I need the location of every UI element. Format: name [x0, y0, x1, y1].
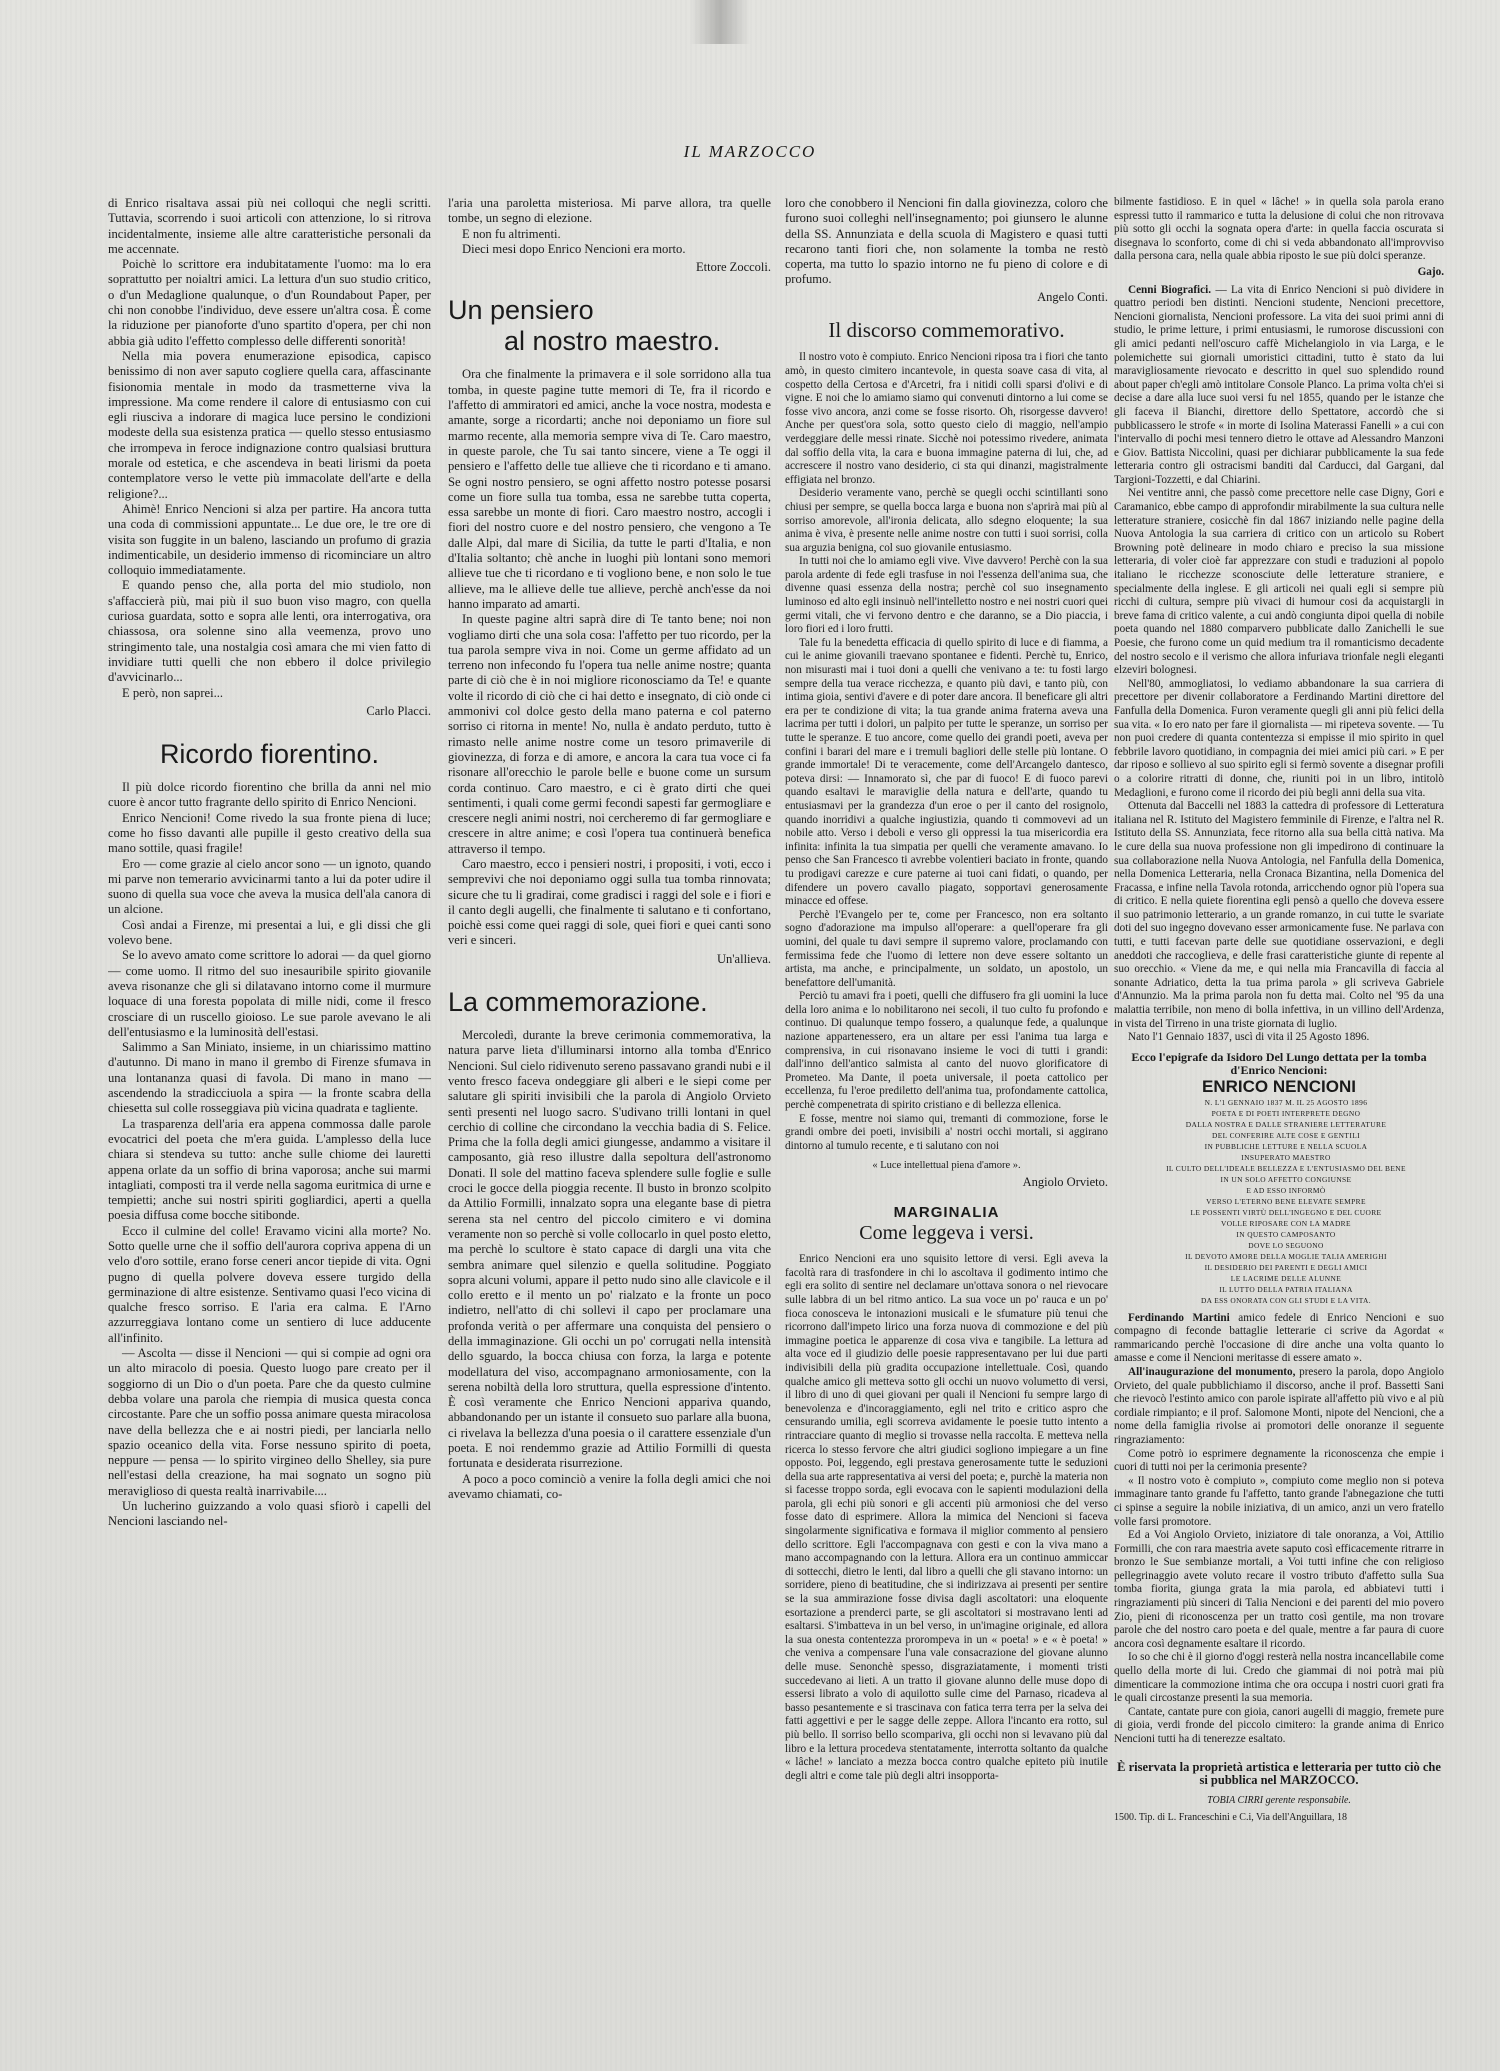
paragraph: l'aria una paroletta misteriosa. Mi parve allora, tra quelle tombe, un segno di elezione.: [448, 196, 771, 226]
signature: Carlo Placci.: [366, 703, 431, 718]
paragraph: E quando penso che, alla porta del mio studiolo, non s'affaccierà più, mai più il suo buon viso magro, con quella curiosa guardata, sotto e sopra alle lenti, ora interrogativa, ora chiassosa, ora solenne sino alla veemenza, provo uno stringimento tale, una nostalgia così amara che mi vien fatto di invidiare tutti quelli che non ebbero il dolce privilegio d'avvicinarlo...: [108, 578, 431, 685]
paragraph: A poco a poco cominciò a venire la folla degli amici che noi avevamo chiamati, co-: [448, 1471, 771, 1501]
section-lead: All'inaugurazione del monumento,: [1128, 1365, 1296, 1378]
paragraph: Ora che finalmente la primavera e il sole sorridono alla tua tomba, in queste pagine tutte memori di Te, fra il ricordo e l'affetto di ammiratori ed amici, anche la voce nostra, modesta e amante, sorge a ricordarti; anche noi deponiamo un fiore sul marmo recente, alla memoria sempre viva di Te. Caro maestro, in queste parole, che Tu sai tanto sincere, viene a Te oggi il pensiero e l'affetto delle tue allieve che ti ricordano e ti amano. Se ogni nostro pensiero, se ogni affetto nostro potesse posarsi come un fiore sulla tua tomba, essa ne sarebbe tutta coperta, essa sarebbe un monte di fiori. Caro maestro nostro, accogli i fiori del nostro cuore e del nostro pensiero, che vengono a Te dalle Alpi, dal mare di Sicilia, da tutte le parti d'Italia, e non d'Italia soltanto; chè anche in luoghi più lontani sono memori allieve tue che ti ricordano e ti vogliono bene, e non solo le tue allieve, ma le allieve delle tue allieve, perchè anch'esse da noi hanno imparato ad amarti.: [448, 367, 771, 611]
epigraph-line: DA ESS ONORATA CON GLI STUDI E LA VITA.: [1200, 1295, 1372, 1305]
paragraph: Il più dolce ricordo fiorentino che brilla da anni nel mio cuore è ancor tutto fragrante dello spirito di Enrico Nencioni.: [108, 780, 431, 810]
paragraph: Ahimè! Enrico Nencioni si alza per partire. Ha ancora tutta una coda di commissioni appuntate... Le due ore, le tre ore di visita son fuggite in un baleno, lasciando un profumo di grazia indimenticabile, un desiderio immenso di ricominciare un altro colloquio immediatamente.: [108, 501, 431, 578]
epigraph-line: IL CULTO DELL'IDEALE BELLEZZA E L'ENTUSIASMO DEL BENE: [1166, 1163, 1406, 1173]
epigraph-line: E AD ESSO INFORMÒ: [1246, 1185, 1326, 1195]
paragraph: Ottenuta dal Baccelli nel 1883 la cattedra di professore di Letteratura italiana nel R. Istituto del Magistero femminile di Firenze, e l'altra nel R. Istituto della SS. Annunziata, fece ritorno alla sua bella città nativa. Ma le cure della sua nuova professione non gli impedirono di continuare la sua collaborazione nella Nuova Antologia, nel Fanfulla della Domenica, nella Domenica Letteraria, nella Cronaca Bizantina, nella Domenica del Fracassa, e infine nella Tavola rotonda, arricchendo ognor più l'opera sua di critico. E nella quiete fiorentina egli pensò a quello che doveva essere il suo patrimonio letterario, a un grande romanzo, in cui tutte le svariate doti del suo ingegno dovevano esser armonicamente fuse. Ne parlava con tutti, e tutti facevan parte delle sue quotidiane osservazioni, e degli aneddoti che raccoglieva, e delle frasi caratteristiche giunte di repente al suo orecchio. « Viene da me, e qui nella mia Francavilla di faccia al sonante Adriatico, detta la tua prima parola » gli scriveva Gabriele d'Annunzio. Ma la prima parola non fu detta mai. Colto nel '95 da una malattia terribile, non meno di bolla infettiva, in un villino dell'Ardenza, in vista del Tirreno in una triste giornata di luglio.: [1114, 800, 1444, 1030]
paragraph: — Ascolta — disse il Nencioni — qui si compie ad ogni ora un alto miracolo di poesia. Questo luogo pare creato per il soggiorno di un Dio o d'un poeta. Pare che da questo culmine debba volare una parola che riempia di musica questa conca circostante. Pare che un soffio possa animare questa miracolosa nave della bellezza che e ai nostri piedi, per lanciarla nello spazio oceanico della vita. Forse nessuno spirito di poeta, neppure — pensa — lo spirito virgineo dello Shelley, sia pure nell'estasi della creazione, ha mai sognato un sogno più meraviglioso di questa realtà inarrivabile....: [108, 1346, 431, 1498]
paragraph: Nei ventitre anni, che passò come precettore nelle case Digny, Gori e Caramanico, ebbe campo di approfondir mirabilmente la sua cultura nelle letterature straniere, cosicchè fin dal 1867 iniziando nelle pagine della Nuova Antologia la sua carriera di critico con un articolo su Robert Browning potè delineare in modo chiaro e preciso la sua missione letteraria, di voler cioè far apprezzare con studi e traduzioni al popolo italiano le ricchezze sconosciute delle letterature straniere, e specialmente della inglese. E gli articoli nei quali egli si sempre più ricchi di cultura, sempre più vivaci di humour cosi da acquistargli in breve fama di critico valente, a cui andò congiunta dipoi quella di nobile poeta quando nel 1880 comparvero pubblicate dallo Zanichelli le sue Poesie, che furono come un quid medium tra il romanticismo decadente del nostro secolo e il verismo che allora infuriava trionfale negli eleganti elzeviri bolognesi.: [1114, 487, 1444, 677]
paper-fold: [690, 0, 750, 44]
paragraph: Salimmo a San Miniato, insieme, in un chiarissimo mattino d'autunno. Di mano in mano il grembo di Firenze sfumava in una lontananza quasi di favola. Di mano in mano — ascendendo la stradicciuola a spira — la fronte scabra della chiesetta sul colle rosseggiava più vicina quadrata e tagliente.: [108, 1040, 431, 1116]
epigraph-line: IL LUTTO DELLA PATRIA ITALIANA: [1219, 1284, 1353, 1294]
paragraph: Nella mia povera enumerazione episodica, capisco benissimo di non aver saputo cogliere quella cara, affascinante fisionomia mentale in modo da trasmetterne viva la impressione. Ma come rendere il calore di entusiasmo con cui egli riusciva a indorare di magica luce persino le condizioni modeste della sua esistenza pratica — quello stesso entusiasmo che irrompeva in feroce indignazione contro qualsiasi bruttura morale od estetica, e che ascendeva in beati lirismi da poeta contemplatore verso le vette più immacolate dell'arte e della religione?...: [108, 348, 431, 501]
paragraph: Nell'80, ammogliatosi, lo vediamo abbandonare la sua carriera di precettore per divenir collaboratore a Ferdinando Martini direttore del Fanfulla della Domenica. Furon veramente quegli gli anni più felici della sua vita. « Io ero nato per fare il giornalista — mi ripeteva sovente. — Tu non puoi credere di quanta contentezza si empisse il mio spirito in quel febbrile lavoro quotidiano, in compagnia dei miei amici più cari. » E per dar riposo e sollievo al suo spirito egli si fermò sovente a disegnar profili o a colorire ritratti di donne, che, riuniti poi in un libro, intitolò Medaglioni, e furono come il ricordo dei più begli anni della sua vita.: [1114, 677, 1444, 799]
paragraph: Poichè lo scrittore era indubitatamente l'uomo: ma lo era soprattutto per noialtri amici. La lettura d'un suo studio critico, o d'un Medaglione qualunque, o d'un Roundabout Paper, per chi non conobbe l'individuo, deve essere un'altra cosa. È come la riduzione per pianoforte d'uno spartito d'opera, per chi non abbia già udito l'effetto complesso delle differenti sonorità!: [108, 257, 431, 348]
paragraph: Caro maestro, ecco i pensieri nostri, i propositi, i voti, ecco i semprevivi che noi deponiamo oggi sulla tua tomba rinnovata; sicure che tu li gradirai, come gradisci i raggi del sole e i fiori e il canto degli augelli, che finalmente ti salutano e ti confortano, poichè essi come quei raggi di sole, quei fiori e quei canti sono veri e sinceri.: [448, 856, 771, 948]
paragraph: presero la parola, dopo Angiolo Orvieto, del quale pubblichiamo il discorso, anche il prof. Bassetti Sani che rievocò l'estinto amico con parole ispirate all'affetto più vivo e al più cordiale rimpianto; e il prof. Salomone Monti, nipote del Nencioni, che a nome della famiglia rivolse ai promotori delle onoranze il seguente ringraziamento:: [1114, 1365, 1444, 1446]
section-title: MARGINALIA: [893, 1203, 1000, 1221]
epigraph-line: LE LACRIME DELLE ALUNNE: [1230, 1273, 1342, 1283]
epigraph-line: LE POSSENTI VIRTÙ DELL'INGEGNO E DEL CUORE: [1190, 1207, 1382, 1217]
masthead: IL MARZOCCO: [683, 142, 817, 161]
epigraph: [1114, 1097, 1444, 1306]
printer-line: 1500. Tip. di L. Franceschini e C.i, Via dell'Anguillara, 18: [1114, 1812, 1347, 1824]
paragraph: Un lucherino guizzando a volo quasi sfiorò i capelli del Nencioni lasciando nel-: [108, 1499, 431, 1529]
signature: Gajo.: [1417, 265, 1444, 278]
epigraph-line: DEL CONFERIRE ALTE COSE E GENTILI: [1212, 1130, 1360, 1140]
article-title: La commemorazione.: [448, 987, 708, 1018]
paragraph: Ero — come grazie al cielo ancor sono — un ignoto, quando mi parve non temerario avvicinarmi tanto a lui da poter udire il suono di quella sua voce che aveva la musica dell'ala canora di un alcione.: [108, 856, 431, 917]
signature: Angelo Conti.: [1037, 289, 1108, 304]
paragraph: Enrico Nencioni! Come rivedo la sua fronte piena di luce; come ho fisso davanti alle pupille il gesto creativo della sua mano sottile, quasi fragile!: [108, 810, 431, 856]
paragraph: Se lo avevo amato come scrittore lo adorai — da quel giorno — come uomo. Il ritmo del suo inesauribile spirito giovanile aveva risonanze che gli si dilatavano intorno come il murmure loquace di una foresta popolata di mille nidi, come il fresco crosciare di un ruscello gioioso. Le sue parole avevano le ali dell'entusiasmo e la luminosità dell'estasi.: [108, 948, 431, 1039]
paragraph: Tale fu la benedetta efficacia di quello spirito di luce e di fiamma, a cui le anime giovanili traevano spontanee e fidenti. Perchè tu, Enrico, non misurasti mai i tuoi doni a quelli che venivano a te: tu fosti largo sempre della tua verace ricchezza, e quanto più davi, e tanto più, con intima gioia, sentivi d'avere e di poter dare ancora. Il beneficare gli altri era per te condizione di vita; la tua grande anima fraterna aveva una lacrima per tutti i dolori, un palpito per tutte le speranze, un sorriso per tutte le speranze. E tuo ancore, come quello dei grandi poeti, aveva per confini i barari del mare e i tremuli bagliori delle stelle più lontane. O grande immortale! Di te veracemente, come dell'Arcangelo dantesco, poteva dirsi: — Innamorato sì, che par di fuoco! E di fuoco parevi quando esaltavi le maraviglie della natura e dell'arte, quando tu entusiasmavi per la grandezza d'un eroe o per il canto del rosignolo, quando inorridivi a qualche ingiustizia, quando ti commovevi ad un nobile atto. Verso i deboli e verso gli oppressi la tua misericordia era infinita: infinita la tua simpatia per quelli che veramente amavano. Io penso che San Francesco ti avrebbe volentieri baciato in fronte, quando tu prodigavi carezze e cure paterne ai tuoi cani fidati, o quando, per difendere un povero cavallo piagato, sopportavi generosamente minacce ed offese.: [785, 636, 1108, 908]
rights-notice: È riservata la proprietà artistica e letteraria per tutto ciò che si pubblica nel MARZOCCO.: [1117, 1759, 1441, 1788]
paragraph: In queste pagine altri saprà dire di Te tanto bene; noi non vogliamo dirti che una sola cosa: l'affetto per tuo ricordo, per la tua parola sempre viva in noi. Come un germe affidato ad un terreno non infecondo fu l'opera tua nelle anime nostre; quanta parte di ciò che è in noi migliore riconosciamo da Te! e quante volte il ricordo di ciò che ci hai detto e insegnato, di ciò onde ci ammonivi col dolce gesto della mano paterna e col paterno sorriso ci ritorna in mente! No, nulla è andato perduto, tutto è rimasto nelle anime nostre come un tesoro primaverile di giovinezza, di forza e di amore, e ancora la cara tua voce ci fa risonare all'orecchio le parole belle e buone come un sursum corda continuo. Caro maestro, e ci è grato dirti che quei sentimenti, i quali come germi fecondi sapesti far germogliare e crescere negli animi nostri, noi cercheremo di far germogliare e crescere in altre anime; e così l'opera tua continuerà benefica attraverso il tempo.: [448, 612, 771, 856]
paragraph: loro che conobbero il Nencioni fin dalla giovinezza, coloro che furono suoi colleghi nell'insegnamento; poi giunsero le alunne della SS. Annunziata e della scuola di Magistero e quasi tutti recarono tanti fiori che, non solamente la tomba ne restò coperta, ma tutto lo spazio intorno ne fu pieno di colore e di profumo.: [785, 196, 1108, 287]
paragraph: amico fedele di Enrico Nencioni e suo compagno di feconde battaglie letterarie ci scrive da Agordat « rammaricando perchè l'occasione di dire anche una volta quanto lo amasse e come il Nencioni meritasse di essere amato ».: [1114, 1311, 1444, 1365]
paragraph: La trasparenza dell'aria era appena commossa dalle parole evocatrici del poeta che m'era guida. L'amplesso della luce chiara si stendeva su tutto: anche sulle chiome dei lauretti appena orlate da un soffio di brina vaporosa; anche sui marmi intagliati, composti tra il verde nella sagoma euritmica di urne e tempietti; anche sui nostri spiriti gogliardici, aperti a quella poesia diffusa come bocche sitibonde.: [108, 1116, 431, 1223]
epigraph-line: IN QUESTO CAMPOSANTO: [1236, 1229, 1336, 1239]
article-title: Un pensiero: [448, 295, 594, 326]
column-3: [785, 196, 1108, 2026]
paragraph: Ecco il culmine del colle! Eravamo vicini alla morte? No. Sotto quelle urne che il soffio dell'aurora copriva appena di un velo d'oro sottile, erano forse ceneri ancor tiepide di vita. Ogni pugno di quella polvere doveva essere turgido della germinazione di altre esistenze. Sentivamo quasi l'eco vicina di qualche fresco sorriso. E l'aria era calma. E l'Arno azzurreggiava lontano come un sentiero di luce adducente all'infinito.: [108, 1223, 431, 1345]
column-1: [108, 196, 431, 2026]
epigraph-title: Ecco l'epigrafe da Isidoro Del Lungo dettata per la tomba d'Enrico Nencioni:: [1131, 1049, 1427, 1078]
epigraph-line: DALLA NOSTRA E DALLE STRANIERE LETTERATURE: [1185, 1119, 1387, 1129]
signature: Ettore Zoccoli.: [696, 260, 771, 275]
paragraph: Ed a Voi Angiolo Orvieto, iniziatore di tale onoranza, a Voi, Attilio Formilli, che con rara maestria avete saputo così efficacemente ritrarre in bronzo le Sue sembianze mortali, a Voi tutti infine che con religioso pellegrinaggio avete voluto recare il vostro tributo d'affetto sulla Sua tomba fiorita, giunga grata la mia parola, ed abbiatevi tutti i ringraziamenti più sinceri di Talia Nencioni e dei parenti del mio povero Zio, pieni di riconoscenza per un tratto così gentile, ma non trovare parole che del nostro caro poeta e del quale, mentre a far paura di cuore ancora così degnamente esaltare il ricordo.: [1114, 1529, 1444, 1650]
paragraph: Io so che chi è il giorno d'oggi resterà nella nostra incancellabile come quello della morte di lui. Credo che giammai di noi potrà mai più dimenticare la commozione intima che ora occupa i nostri cuori grati fra le quali circostanze presenti la sua memoria.: [1114, 1651, 1444, 1705]
paragraph: di Enrico risaltava assai più nei colloqui che negli scritti. Tuttavia, scorrendo i suoi articoli con attenzione, lo si ritrova incidentalmente, insieme alle altre caratteristiche personali da me accennate.: [108, 196, 431, 256]
manager-line: TOBIA CIRRI gerente responsabile.: [1207, 1794, 1351, 1806]
column-4: [1114, 196, 1444, 2026]
paragraph: Enrico Nencioni era uno squisito lettore di versi. Egli aveva la facoltà rara di trasfondere in chi lo ascoltava il godimento intimo che egli era solito di sentire nel declamare un'ottava sonora o nel rievocare sulle labbra di un bel ritmo antico. La sua voce un po' rauca e un po' fioca conosceva le intonazioni musicali e le sfumature più tenui che ricorrono dall'impeto lirico una forza nuova di commozione e del più immagine poetica le apparenze di cosa viva e tangibile. La lettura ad alta voce ed il giudizio delle poesie rappresentavano per lui due parti indivisibili della più gradita occupazione intellettuale. Così, quando qualche amico gli metteva sotto gli occhi un nuovo volumetto di versi, il libro di uno di quei giovani per quali il Nencioni fu sempre largo di benevolenza e d'incoraggiamento, egli nel trito e critico aspro che censurando umilia, egli scorreva avidamente le poesie tutto intento a rintracciare quanto di meglio si trovasse nella raccolta. E metteva nella ricerca lo stesso fervore che altri giudici sogliono impiegare a un fine opposto. Poi, leggendo, egli prestava generosamente tutte le seduzioni della sua arte rappresentativa ai versi del poeta; e, purchè la materia non si facesse troppo sorda, egli evocava con le sapienti modulazioni della parola, gli echi più sonori e gli accenti più armoniosi che del verso fosse dato di esprimere. Allora la mimica del Nencioni si faceva singolarmente significativa e formava il miglior commento al pensiero dello scrittore. Egli l'accompagnava con gesti e con la viva mano a mano accompagnando con la lettura. Allora era un continuo ammiccar di sottecchi, dietro le lenti, dal libro a quelli che gli stavano intorno: un sorridere, pieno di beatitudine, che si indirizzava ai presenti per sentire se la sua ammirazione fosse divisa dagli ascoltatori: una eloquente esortazione a prenderci parte, se gli ascoltatori si mostravano lenti ad esaltarsi. S'imbattevа in un bel verso, in un'imagine originale, ed allora la sua onesta contentezza prorompeva in un « poeta! » e « è poeta! » che veniva a compensare l'una vale consacrazione del giovane alunno delle muse. Senonchè spesso, disgraziatamente, i momenti tristi succedevano ai lieti. A un tratto il giovane alunno delle muse dopo di essersi librato a volo di aquilotto sulle cime del Parnaso, ricadeva al basso pesantemente e si trascinava con fatica terra terra per la selva dei fatti aggettivi e per le sagge delle zeppe. Allora l'incanto era rotto, sul più bello. Il sorriso bello scompariva, gli occhi non si levavano più dal libro e la lettura procedeva stentatamente, interrotta soltanto da qualche « lâche! » lanciato a mezza bocca contro qualche epiteto più inutile degli altri e come tale più degli altri insopporta-: [785, 1253, 1108, 1782]
paragraph: Cantate, cantate pure con gioia, canori augelli di maggio, fremete pure di gioia, verdi fronde del piccolo cimitero: la grande anima di Enrico Nencioni tutti ha di tenerezze esaltato.: [1114, 1705, 1444, 1745]
epigraph-line: N. L'1 GENNAIO 1837 M. IL 25 AGOSTO 1896: [1204, 1097, 1368, 1107]
epigraph-line: IL DESIDERIO DEI PARENTI E DEGLI AMICI: [1204, 1262, 1368, 1272]
paragraph: Nato l'1 Gennaio 1837, uscì di vita il 25 Agosto 1896.: [1128, 1031, 1370, 1044]
paragraph: Come potrò io esprimere degnamente la riconoscenza che empie i cuori di tutti noi per la cerimonia presente?: [1114, 1447, 1444, 1474]
paragraph: — La vita di Enrico Nencioni si può dividere in quattro periodi ben distinti. Nencioni studente, Nencioni precettore, Nencioni giornalista, Nencioni professore. La vita dei suoi primi anni di studio, le prime letture, i primi entusiasmi, le rumorose discussioni con gli amici pedanti nell'oscuro caffè Michelangiolo in via Larga, e le polemichette sui giornali umoristici cittadini, tutto è stato da lui maravigliosamente rievocato e descritto in quel suo splendido round about paper ch'egli amò intitolare Console Planco. La prima volta ch'ei si decise a dare alla luce suoi versi fu nel 1855, quando per le istanze che gli faceva il Bianchi, direttore dello Spettatore, accordò che si pubblicassero le strofe « in morte di Isolina Materassi Fanelli » a cui con l'intervallo di pochi mesi tennero dietro le ottave ad Alessandro Manzoni e Giov. Battista Niccolini, quasi per dichiarar pubblicamente la sua fede letteraria contro gli ostracismi banditi dal Carducci, dal Gargani, dal Targioni-Tozzetti, e dal Chiarini.: [1114, 283, 1444, 486]
paragraph: « Il nostro voto è compiuto », compiuto come meglio non si poteva immaginare tanto grande fu l'affetto, tanto grande l'abnegazione che tutti ci spinse a seguire la nobile iniziativa, di un amico, anzi un vero fratello volle farsi promotore.: [1114, 1474, 1444, 1528]
paragraph: E però, non saprei...: [122, 685, 224, 700]
article-title: Il discorso commemorativo.: [828, 318, 1065, 343]
section-lead: Cenni Biografici.: [1128, 283, 1212, 296]
paragraph: Mercoledì, durante la breve cerimonia commemorativa, la natura parve lieta d'illuminarsi intorno alla tomba d'Enrico Nencioni. Sul cielo ridivenuto sereno passavano grandi nubi e il vento fresco faceva ondeggiare gli alberi e le siepi come per salutare gli spiriti invisibili che la parola di Angiolo Orvieto sentì presenti nel luogo sacro. S'udivano trilli lontani in quel cerchio di colline che circondano la vecchia badia di S. Felice. Prima che la folla degli amici giungesse, andammo a visitare il camposanto, già reso illustre dalla sepoltura dell'astronomo Donati. Il sole del mattino faceva splendere sulle foglie e sulle croci le gocce della pioggia recente. Il busto in bronzo scolpito da Attilio Formilli, innalzato sopra una elegante base di pietra serena sta nel centro del piccolo cimitero e vi domina veramente non so perchè si volle collocarlo in quel posto eletto, ma perchè lo scultore è stato capace di dargli una vita che sembra animare quel silenzio e quella solitudine. Poggiato sopra alcuni volumi, appare il petto nudo sino alle clavicole e il collo eretto e il mento un po' rialzato e la fronte un poco indietro, nell'atto di chi sollevi il capo per proclamare una profonda verità o per affermare una conquista del pensiero o della immaginazione. Gli occhi un po' corrugati nella intensità dello sguardo, la bocca chiusa con forza, la larga e potente modellatura del viso, accompagnano armoniosamente, con la serena nobiltà della loro struttura, quella espressione d'intento. È così veramente che Enrico Nencioni appariva quando, abbandonando per un istante il consueto suo parlare alla buona, ci rivelava la bellezza d'una poesia o il carattere essenziale d'un poeta. E noi rendemmo grazie ad Attilio Formilli di questa fortunata e desiderata risurrezione.: [448, 1028, 771, 1471]
paragraph: Così andai a Firenze, mi presentai a lui, e gli dissi che gli volevo bene.: [108, 917, 431, 948]
section-lead: Ferdinando Martini: [1128, 1311, 1230, 1324]
epigraph-line: POETA E DI POETI INTERPRETE DEGNO: [1211, 1108, 1361, 1118]
column-2: [448, 196, 771, 2026]
signature: Un'allieva.: [717, 951, 771, 966]
quotation: « Luce intellettual piena d'amore ».: [872, 1160, 1021, 1172]
epigraph-line: VERSO L'ETERNO BENE ELEVATE SEMPRE: [1206, 1196, 1366, 1206]
paragraph: bilmente fastidioso. E in quel « lâche! » in quella sola parola erano espressi tutto il rammarico e tutta la delusione di colui che non ritrovava più sotto gli occhi la sognata opera d'arte: in quella faccia oscurata si disegnava lo sconforto, come di chi si veda abbandonato all'improvviso dalla persona cara, nella quale abbia riposto le sue più dolci speranze.: [1114, 196, 1444, 263]
paragraph: E fosse, mentre noi siamo qui, tremanti di commozione, forse le grandi ombre dei poeti, invisibili a' nostri occhi mortali, si aggirano dintorno al tumulo recente, e ti salutano con noi: [785, 1112, 1108, 1152]
epigraph-line: IL DEVOTO AMORE DELLA MOGLIE TALIA AMERIGHI: [1185, 1251, 1387, 1261]
article-title-line-2: al nostro maestro.: [504, 326, 721, 357]
epigraph-name: ENRICO NENCIONI: [1202, 1077, 1356, 1096]
paragraph: In tutti noi che lo amiamo egli vive. Vive davvero! Perchè con la sua parola ardente di fede egli trasfuse in noi l'essenza dell'anima sua, che divenne quasi essenza della nostra; perchè col suo insegnamento luminoso ed alto egli insinuò nell'intelletto nostro e nei nostri cuori quei germi vitali, che vi fervono dentro e che daranno, se a Dio piaccia, i loro fiori ed i loro frutti.: [785, 555, 1108, 636]
paragraph: Il nostro voto è compiuto. Enrico Nencioni riposa tra i fiori che tanto amò, in questo cimitero incantevole, in questa soave casa di vita, al cospetto della Certosa e d'Arcetri, fra i nitidi colli sparsi d'olivi e di vigne. E noi che lo amiamo siamo qui convenuti dintorno a lui come se fosse vivo ancora, anzi come se fosse risorto. Oh, risorgesse davvero! Anche per quest'ora sola, sotto questo cielo di maggio, nell'ampio verdeggiare delle messi rinate. Sicchè noi potessimo rivedere, animata dal soffio della vita, la cara e buona immagine paterna di lui, che, ad accrescere il nostro vano desiderio, ci sta qui dinanzi, magistralmente effigiata nel bronzo.: [785, 351, 1108, 486]
paragraph: Dieci mesi dopo Enrico Nencioni era morto.: [462, 241, 686, 256]
epigraph-line: IN PUBBLICHE LETTURE E NELLA SCUOLA: [1204, 1141, 1368, 1151]
paragraph: Desiderio veramente vano, perchè se quegli occhi scintillanti sono chiusi per sempre, se quella bocca larga e buona non s'aprirà mai più al sorriso amorevole, all'ironia delicata, allo sdegno eloquente; la sua anima è viva, è presente nelle anime nostre con tutti i suoi sorrisi, colla sua arguzia benigna, col suo giovanile entusiasmo.: [785, 487, 1108, 554]
paragraph: E non fu altrimenti.: [462, 226, 561, 241]
epigraph-line: VOLLE RIPOSARE CON LA MADRE: [1221, 1218, 1351, 1228]
article-title: Come leggeva i versi.: [859, 1222, 1034, 1245]
paragraph: Perchè l'Evangelo per te, come per Francesco, non era soltanto sogno d'adorazione ma impulso all'operare: a quell'operare fra gli uomini, del quale tu davi sempre il supremo valore, proclamando con fermissima fede che l'uomo di lettere non deve essere soltanto un artista, ma anche, e principalmente, un soldato, un apostolo, un benefattore dell'umanità.: [785, 908, 1108, 989]
signature: Angiolo Orvieto.: [1022, 1175, 1108, 1189]
epigraph-line: IN UN SOLO AFFETTO CONGIUNSE: [1220, 1174, 1352, 1184]
epigraph-line: INSUPERATO MAESTRO: [1241, 1152, 1331, 1162]
article-title: Ricordo fiorentino.: [159, 739, 380, 770]
epigraph-line: DOVE LO SEGUONO: [1248, 1240, 1324, 1250]
paragraph: Perciò tu amavi fra i poeti, quelli che diffusero fra gli uomini la luce della loro anima e lo nobilitarono nei secoli, il tuo culto fu profondo e continuo. Di qualunque tempo fossero, a qualunque fede, a qualunque nazione appartenessero, era un altare per essi l'anima tua larga e comprensiva, in cui risonavano insieme le voci di tutti i grandi: dall'inno dell'antico salmista al canto del nuovo glorificatore di Prometeo. Ma Dante, il poeta universale, il poeta cattolico per eccellenza, fu l'eroe prediletto dell'anima tua, profondamente cattolica, perchè compenetrata di spirito cristiano e di bellezza ellenica.: [785, 990, 1108, 1112]
